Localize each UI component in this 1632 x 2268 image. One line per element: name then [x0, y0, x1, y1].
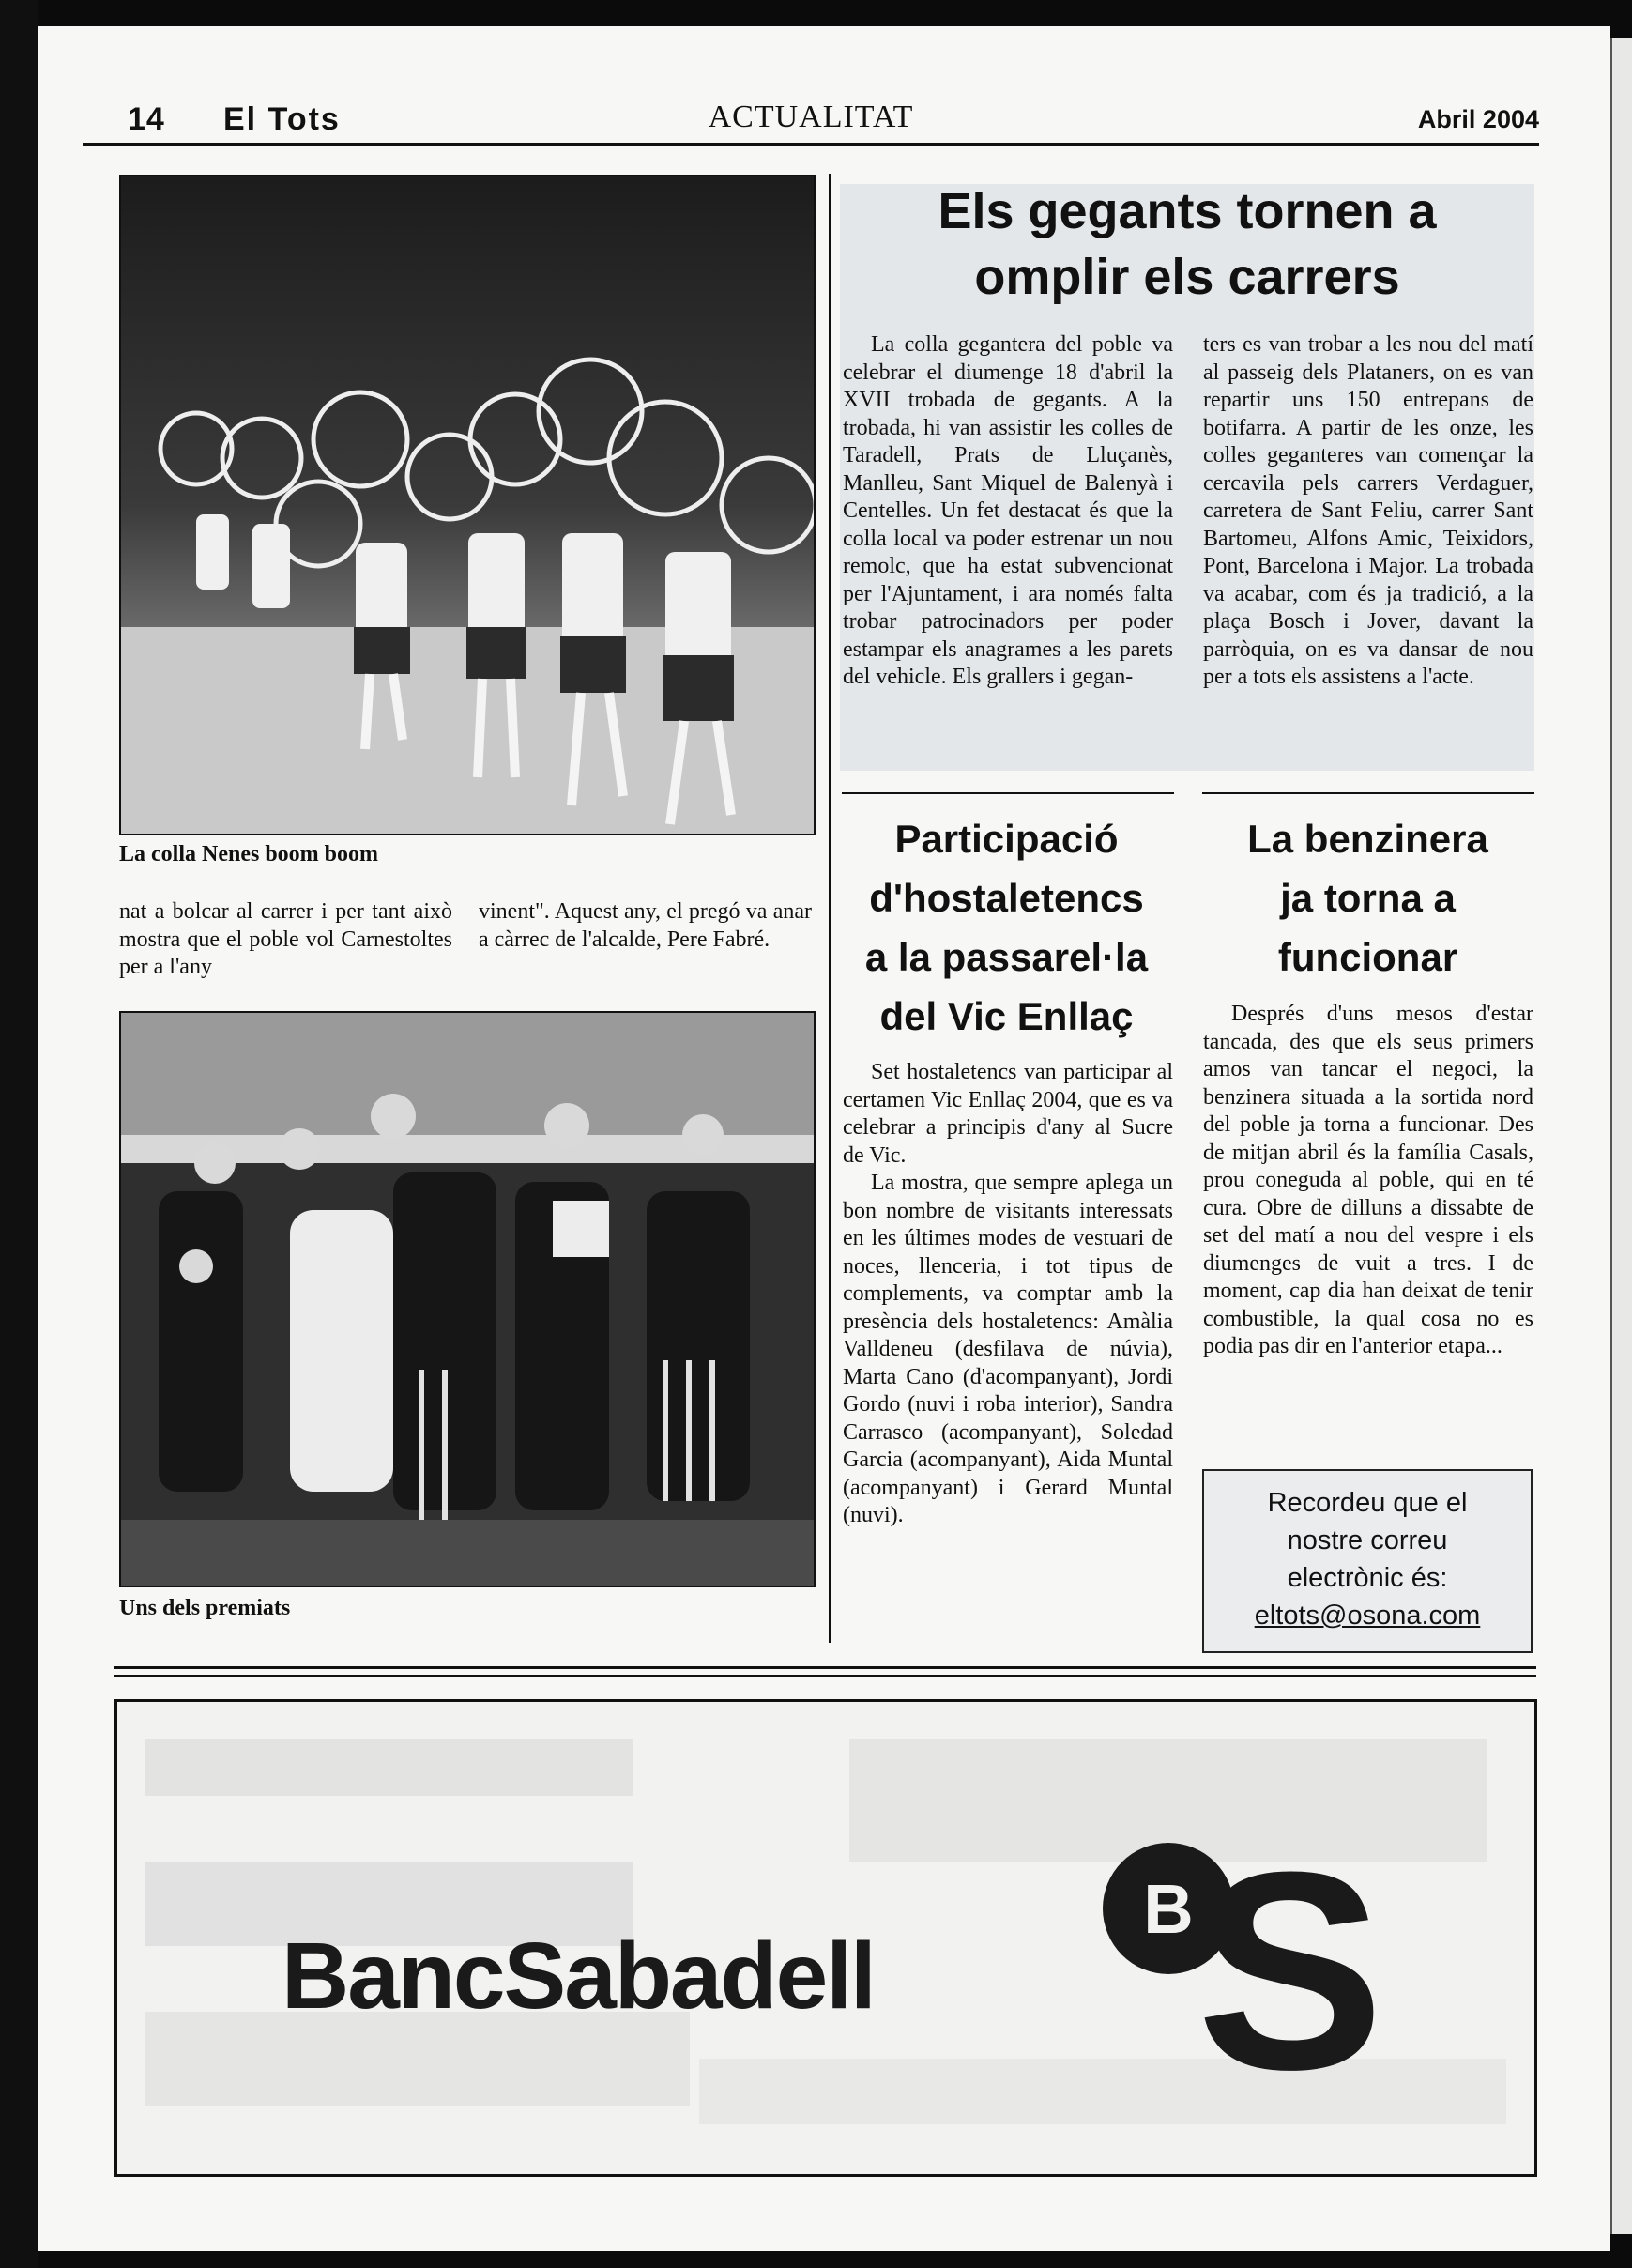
scan-border — [0, 0, 38, 2268]
logo-letter-s: S — [1196, 1843, 1384, 2087]
page-edge — [1610, 38, 1632, 2234]
hostaletencs-headline — [835, 809, 1178, 1046]
gegants-headline-line1: Els gegants tornen a — [938, 183, 1437, 239]
gegants-col2 — [1203, 331, 1533, 692]
photo2-caption: Uns dels premiats — [119, 1596, 291, 1620]
bank-logo — [1103, 1843, 1384, 2087]
hostaletencs-headline-line4: del Vic Enllaç — [879, 994, 1134, 1038]
email-notice-line3: electrònic és: — [1287, 1563, 1448, 1593]
divider-left — [842, 792, 1174, 794]
photo-premiats — [119, 1011, 816, 1587]
bank-advertisement — [114, 1699, 1537, 2177]
photo1-caption: La colla Nenes boom boom — [119, 842, 378, 866]
benzinera-paragraph-1: Després d'uns mesos d'estar tancada, des que els seus primers amos van tancar el negoci, la benzinera situada a la sortida nord del poble ja torna a funcionar. Des de mitjan abril és la família Casals, prou coneguda al poble, qui en té cura. Obre de dilluns a dissabte de set del matí a nou del vespre i els diumenges de vuit a tres. I de moment, cap dia han deixat de tenir combustible, la qual cosa no es podia pas dir en l'anterior etapa... — [1203, 1002, 1533, 1358]
email-notice-box — [1202, 1469, 1533, 1653]
column-divider — [829, 174, 831, 1643]
bank-name: BancSabadell — [282, 1923, 875, 2029]
benzinera-headline — [1197, 809, 1539, 987]
ad-separator-bottom — [114, 1675, 1536, 1677]
email-notice-line2: nostre correu — [1287, 1525, 1448, 1555]
benzinera-headline-line3: funcionar — [1277, 935, 1458, 979]
section-title: ACTUALITAT — [708, 100, 914, 134]
gegants-headline — [840, 178, 1534, 310]
ad-separator-top — [114, 1666, 1536, 1669]
carnestoltes-paragraph-a: nat a bolcar al carrer i per tant això mostra que el poble vol Carnestoltes per a l'any — [119, 899, 452, 979]
hostaletencs-paragraph-2: La mostra, que sempre aplega un bon nombre de visitants interessats en les últimes modes de vestuari de noces, llenceria, i tot tipus de complements, va comptar amb la presència dels hostaletencs: Amàlia Valldeneu (desfilava de núvia), Marta Cano (d'acompanyant), Jordi Gordo (nuvi i roba interior), Sandra Carrasco (acompanyant), Soledad Garcia (acompanyant), Aida Muntal (acompanyant) i Gerard Muntal (nuvi). — [843, 1171, 1173, 1527]
gegants-paragraph-1: La colla gegantera del poble va celebrar el diumenge 18 d'abril la XVII trobada de gegants. A la trobada, hi van assistir les colles de Taradell, Prats de Lluçanès, Manlleu, Sant Miquel de Balenyà i Centelles. Un fet destacat és que la colla local va poder estrenar un nou remolc, que ha estat subvencionat per l'Ajuntament, i ara només falta trobar patrocinadors per poder estampar els anagrames a les parets del vehicle. Els grallers i gegan- — [843, 332, 1173, 689]
benzinera-headline-line1: La benzinera — [1247, 817, 1488, 861]
divider-right — [1202, 792, 1534, 794]
carnestoltes-paragraph-b: vinent". Aquest any, el pregó va anar a càrrec de l'alcalde, Pere Fabré. — [479, 899, 812, 952]
hostaletencs-paragraph-1: Set hostaletencs van participar al certamen Vic Enllaç 2004, que es va celebrar a principis d'any al Sucre de Vic. — [843, 1060, 1173, 1168]
gegants-col1 — [843, 331, 1173, 692]
hostaletencs-headline-line2: d'hostaletencs — [869, 876, 1144, 920]
email-address-link[interactable]: eltots@osona.com — [1254, 1601, 1481, 1631]
publication-name: El Tots — [223, 101, 341, 137]
hostaletencs-headline-line3: a la passarel·la — [864, 935, 1149, 979]
gegants-paragraph-2: ters es van trobar a les nou del matí al passeig dels Plataners, on es van repartir uns 150 entrepans de botifarra. A partir de les onze, les colles geganteres van començar la cercavila pels carrers Verdaguer, carretera de Sant Feliu, carrer Sant Bartomeu, Alfons Amic, Teixidors, Pont, Barcelona i Major. La trobada va acabar, com és ja tradició, a la plaça Bosch i Jover, davant la parròquia, on es va dansar de nou per a tots els assistens a l'acte. — [1203, 332, 1533, 689]
benzinera-headline-line2: ja torna a — [1280, 876, 1456, 920]
page-number: 14 — [128, 101, 165, 137]
bank-logo-icon — [1103, 1843, 1384, 2087]
hostaletencs-headline-line1: Participació — [894, 817, 1119, 861]
email-notice-line1: Recordeu que el — [1267, 1488, 1468, 1518]
gegants-headline-line2: omplir els carrers — [974, 249, 1400, 305]
benzinera-body — [1203, 1001, 1533, 1361]
show-through-shape-1 — [145, 1739, 633, 1796]
issue-date: Abril 2004 — [1417, 105, 1539, 133]
carnestoltes-text-col-b — [479, 898, 812, 954]
carnestoltes-text-col-a — [119, 898, 452, 982]
logo-letter-b: B — [1143, 1870, 1194, 1948]
hostaletencs-body — [843, 1059, 1173, 1530]
page-header — [83, 94, 1539, 146]
photo-nenes-boom-boom — [119, 175, 816, 835]
